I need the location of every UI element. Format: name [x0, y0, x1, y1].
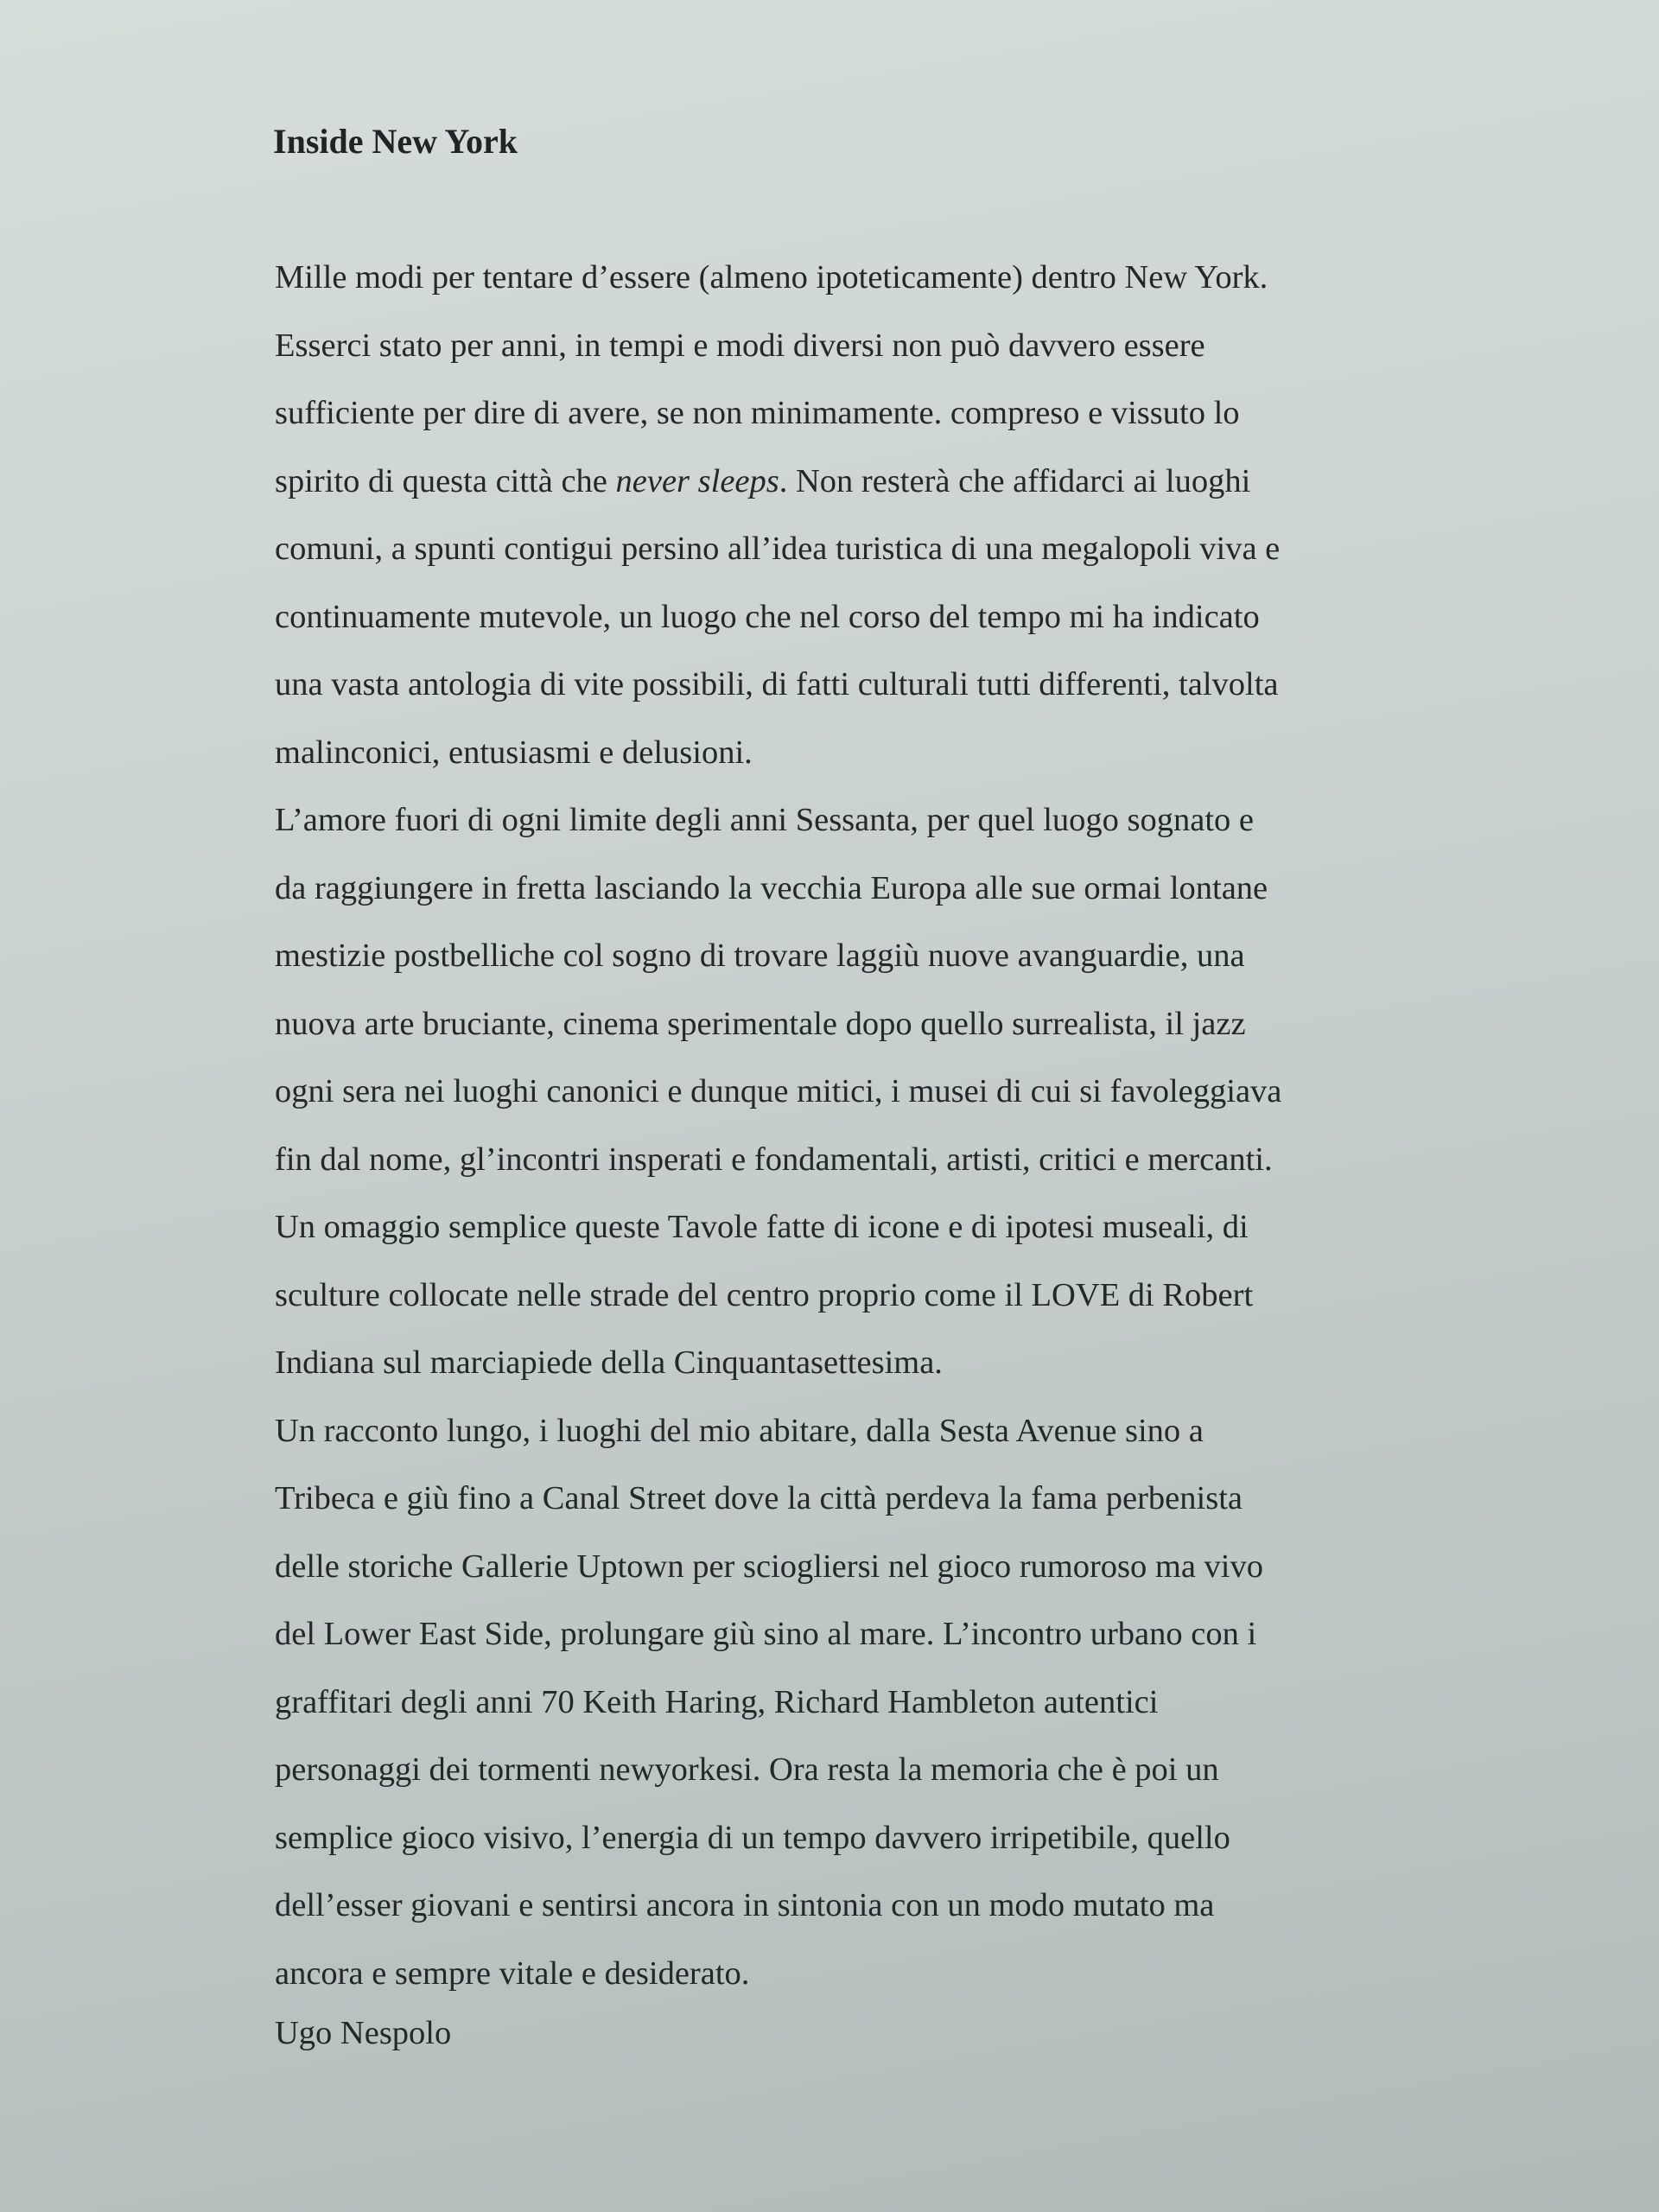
text-line: ancora e sempre vitale e desiderato.: [275, 1955, 750, 1992]
document-title: Inside New York: [273, 122, 518, 161]
document-body: [275, 244, 1469, 2059]
text-line: sculture collocate nelle strade del centro proprio come il LOVE di Robert: [275, 1276, 1254, 1313]
text-line: ogni sera nei luoghi canonici e dunque mitici, i musei di cui si favoleggiava: [275, 1073, 1282, 1109]
italic-phrase: never sleeps: [615, 462, 779, 499]
text-line: L’amore fuori di ogni limite degli anni Sessanta, per quel luogo sognato e: [275, 802, 1255, 838]
text-line: graffitari degli anni 70 Keith Haring, Richard Hambleton autentici: [275, 1683, 1159, 1720]
paragraph-4: [275, 1397, 1469, 2008]
text-line: sufficiente per dire di avere, se non minimamente. compreso e vissuto lo: [275, 395, 1240, 431]
text-segment: . Non resterà che affidarci ai luoghi: [779, 462, 1251, 499]
text-line: Mille modi per tentare d’essere (almeno ipoteticamente) dentro New York.: [275, 259, 1268, 296]
text-line: nuova arte bruciante, cinema sperimentale dopo quello surrealista, il jazz: [275, 1005, 1246, 1042]
text-line: continuamente mutevole, un luogo che nel corso del tempo mi ha indicato: [275, 598, 1260, 635]
paragraph-1: [275, 244, 1469, 786]
text-line: fin dal nome, gl’incontri insperati e fondamentali, artisti, critici e mercanti.: [275, 1141, 1273, 1178]
text-line: malinconici, entusiasmi e delusioni.: [275, 734, 753, 771]
text-line: delle storiche Gallerie Uptown per sciogliersi nel gioco rumoroso ma vivo: [275, 1548, 1264, 1585]
paragraph-2: [275, 786, 1469, 1193]
text-line: una vasta antologia di vite possibili, di fatti culturali tutti differenti, talvolta: [275, 666, 1279, 702]
text-line: personaggi dei tormenti newyorkesi. Ora resta la memoria che è poi un: [275, 1751, 1219, 1788]
text-line: Tribeca e giù fino a Canal Street dove la città perdeva la fama perbenista: [275, 1480, 1243, 1516]
author-signature: Ugo Nespolo: [275, 2015, 452, 2051]
text-line: mestizie postbelliche col sogno di trovare laggiù nuove avanguardie, una: [275, 938, 1245, 974]
text-line: Indiana sul marciapiede della Cinquantasettesima.: [275, 1344, 943, 1381]
text-line: Un racconto lungo, i luoghi del mio abitare, dalla Sesta Avenue sino a: [275, 1412, 1204, 1449]
text-line: semplice gioco visivo, l’energia di un tempo davvero irripetibile, quello: [275, 1819, 1230, 1856]
text-line: del Lower East Side, prolungare giù sino al mare. L’incontro urbano con i: [275, 1616, 1257, 1652]
text-line: dell’esser giovani e sentirsi ancora in sintonia con un modo mutato ma: [275, 1887, 1215, 1923]
paragraph-3: [275, 1193, 1469, 1397]
text-line: Esserci stato per anni, in tempi e modi diversi non può davvero essere: [275, 327, 1205, 364]
text-line: comuni, a spunti contigui persino all’idea turistica di una megalopoli viva e: [275, 531, 1281, 567]
text-segment: spirito di questa città che: [275, 462, 616, 499]
text-line: da raggiungere in fretta lasciando la vecchia Europa alle sue ormai lontane: [275, 869, 1268, 906]
text-line-with-italic: [275, 448, 1469, 516]
text-line: Un omaggio semplice queste Tavole fatte di icone e di ipotesi museali, di: [275, 1209, 1249, 1245]
